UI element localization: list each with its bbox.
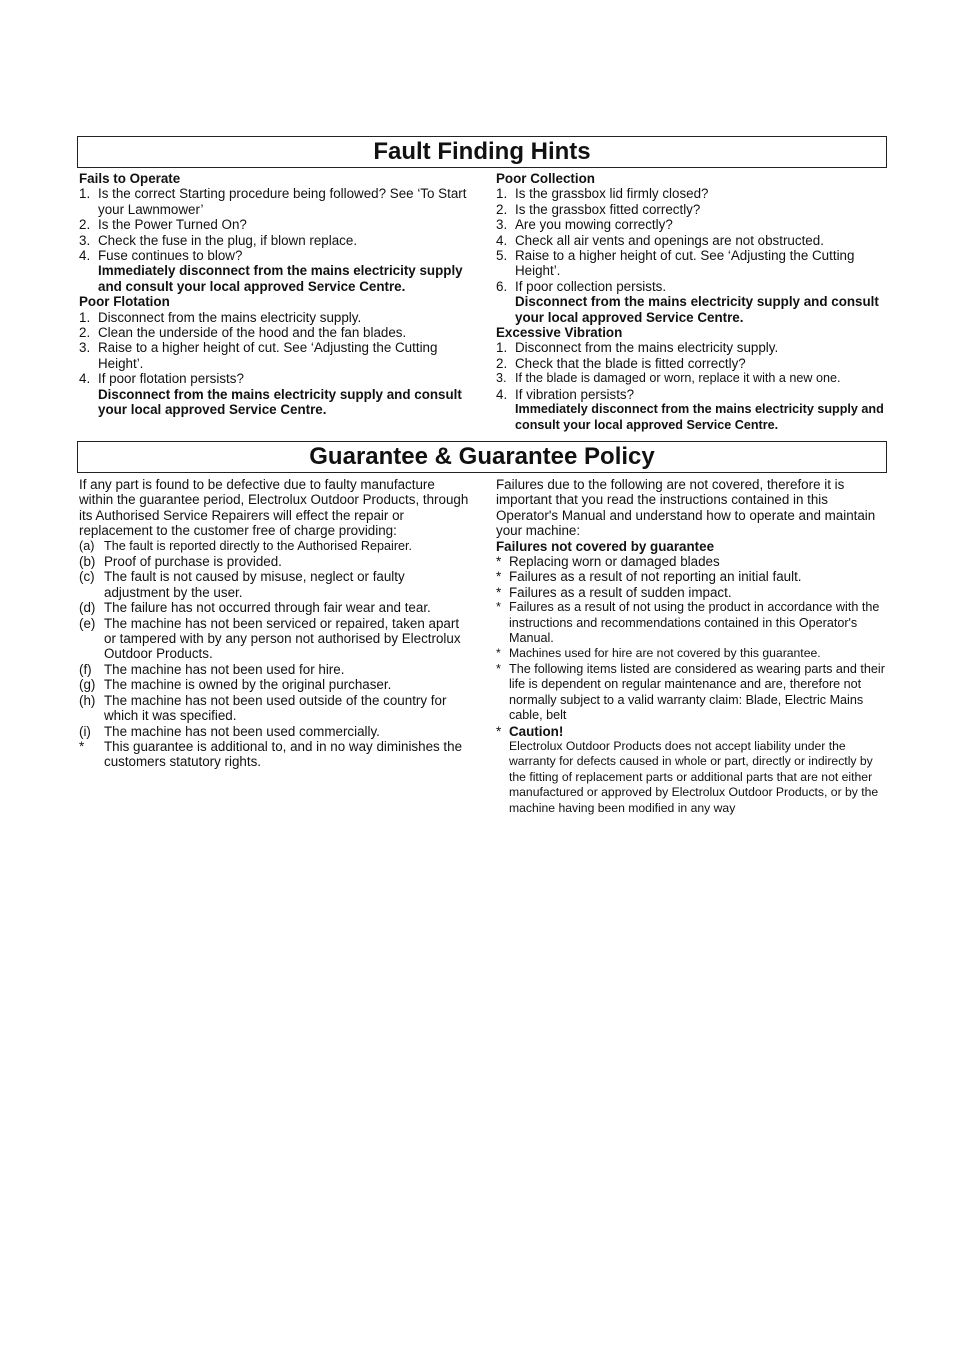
list-item: (e) The machine has not been serviced or repaired, taken apart or tampered with by any person not authorised by Electrolux Outdoor Products. — [79, 615, 461, 662]
list-item: (i) The machine has not been used commercially. — [79, 723, 380, 739]
vibration-note: Immediately disconnect from the mains electricity supply and consult your local approved Service Centre. — [515, 402, 884, 432]
fault-right-column — [496, 171, 888, 433]
list-item: 6. If poor collection persists. — [496, 278, 667, 294]
list-item: 2. Is the Power Turned On? — [79, 217, 247, 233]
excessive-vibration-heading: Excessive Vibration — [496, 325, 623, 341]
list-item: (a) The fault is reported directly to the Authorised Repairer. — [79, 538, 413, 553]
flotation-note: Disconnect from the mains electricity supply and consult your local approved Service Centre. — [98, 386, 462, 418]
list-item: * This guarantee is additional to, and in no way diminishes the customers statutory rights. — [79, 738, 463, 770]
list-item: 1. Disconnect from the mains electricity supply. — [496, 340, 779, 356]
list-item: (f) The machine has not been used for hire. — [79, 661, 345, 677]
list-item: (g) The machine is owned by the original purchaser. — [79, 677, 392, 693]
list-item: * Failures as a result of sudden impact. — [496, 584, 732, 600]
list-item: 3. Check the fuse in the plug, if blown replace. — [79, 232, 358, 248]
caution-heading: Caution! — [509, 723, 564, 739]
list-item: * Machines used for hire are not covered by this guarantee. — [496, 646, 821, 661]
fails-note: Immediately disconnect from the mains electricity supply and consult your local approved Service Centre. — [98, 263, 463, 294]
list-item: 4. If vibration persists? — [496, 386, 635, 402]
caution-item: * Caution! — [496, 724, 888, 739]
list-item: 3. Raise to a higher height of cut. See ‘Adjusting the Cutting Height’. — [79, 340, 438, 371]
list-item: 4. If poor flotation persists? — [79, 371, 244, 387]
poor-collection-heading: Poor Collection — [496, 171, 595, 186]
fault-left-column — [79, 171, 471, 418]
guarantee-intro: If any part is found to be defective due to faulty manufacture within the guarantee period, Electrolux Outdoor Products, through its Authorised Service Repairers will effect the repair or replacement to the customer free of charge providing: — [79, 477, 469, 539]
fails-to-operate-heading: Fails to Operate — [79, 171, 181, 186]
list-item: 2. Is the grassbox fitted correctly? — [496, 201, 701, 217]
guarantee-left-column — [79, 477, 471, 770]
list-item: * Failures as a result of not reporting an initial fault. — [496, 569, 802, 585]
guarantee-right-column — [496, 477, 888, 816]
list-item: * The following items listed are considered as wearing parts and their life is dependent on regular maintenance and are, therefore not normally subject to a valid warranty claim: Blade, Electric Mains cable, belt — [496, 661, 885, 723]
list-item: (d) The failure has not occurred through fair wear and tear. — [79, 600, 431, 616]
collection-note: Disconnect from the mains electricity supply and consult your local approved Service Centre. — [515, 294, 879, 325]
list-item: (c) The fault is not caused by misuse, neglect or faulty adjustment by the user. — [79, 569, 405, 600]
list-item: 4. Fuse continues to blow? — [79, 248, 243, 264]
list-item: (h) The machine has not been used outside of the country for which it was specified. — [79, 692, 447, 724]
not-covered-heading: Failures not covered by guarantee — [496, 538, 715, 554]
list-item: 1. Is the correct Starting procedure being followed? See ‘To Start your Lawnmower’ — [79, 186, 467, 217]
list-item: 2. Check that the blade is fitted correctly? — [496, 355, 746, 371]
list-item: 3. Are you mowing correctly? — [496, 217, 673, 233]
poor-flotation-heading: Poor Flotation — [79, 294, 170, 310]
failures-intro: Failures due to the following are not covered, therefore it is important that you read the instructions contained in this Operator's Manual and understand how to operate and maintain your machine: — [496, 477, 876, 539]
list-item: 1. Disconnect from the mains electricity supply. — [79, 309, 362, 325]
list-item: (b) Proof of purchase is provided. — [79, 554, 282, 570]
list-item: 2. Clean the underside of the hood and the fan blades. — [79, 325, 407, 341]
list-item: 5. Raise to a higher height of cut. See ‘Adjusting the Cutting Height’. — [496, 248, 855, 279]
list-item: 4. Check all air vents and openings are not obstructed. — [496, 232, 824, 248]
caution-text: Electrolux Outdoor Products does not accept liability under the warranty for defects caused in whole or part, directly or indirectly by the fitting of replacement parts or additional parts that are not either manufactured or approved by Electrolux Outdoor Products, or by the machine having been modified in any way — [509, 738, 879, 815]
fault-finding-title: Fault Finding Hints — [77, 136, 887, 168]
list-item: * Failures as a result of not using the product in accordance with the instructions and recommendations contained in this Operator's Manual. — [496, 600, 880, 646]
guarantee-title: Guarantee & Guarantee Policy — [77, 441, 887, 473]
list-item: 3. If the blade is damaged or worn, replace it with a new one. — [496, 371, 841, 386]
list-item: 1. Is the grassbox lid firmly closed? — [496, 186, 709, 202]
list-item: * Replacing worn or damaged blades — [496, 554, 720, 570]
